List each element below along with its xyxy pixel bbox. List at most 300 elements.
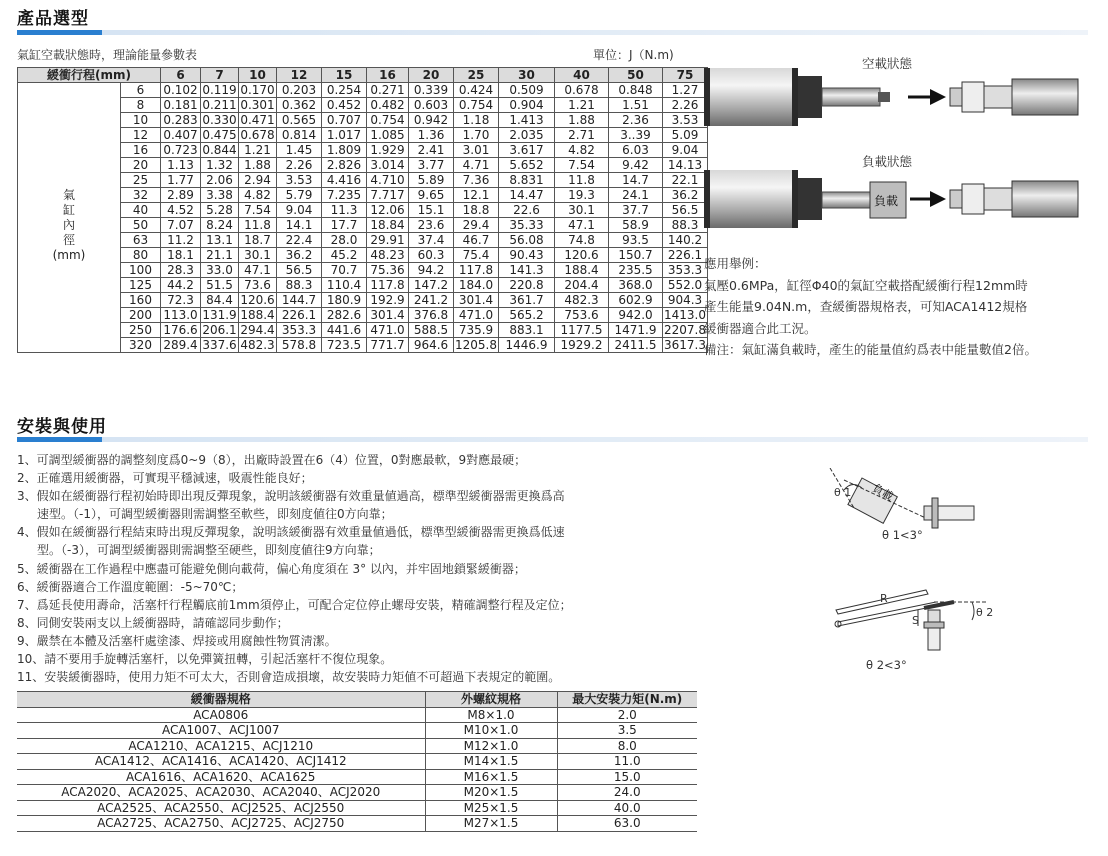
energy-value-cell: 2.826 — [322, 158, 367, 173]
torque-spec-cell: ACA0806 — [17, 707, 425, 723]
table-row — [18, 113, 708, 128]
energy-value-cell: 84.4 — [201, 293, 239, 308]
energy-value-cell: 1.21 — [555, 98, 609, 113]
instruction-item — [17, 668, 572, 686]
energy-value-cell: 241.2 — [409, 293, 454, 308]
buffer-nut — [984, 86, 1012, 108]
energy-value-cell: 30.1 — [239, 248, 277, 263]
torque-header-spec: 緩衝器規格 — [17, 692, 425, 708]
torque-spec-cell: ACA1616、ACA1620、ACA1625 — [17, 769, 425, 785]
stroke-header: 12 — [277, 68, 322, 83]
instruction-line: 11、安裝緩衝器時，使用力矩不可太大，否則會造成損壞，故安裝時力矩値不可超過下表規定的範圍。 — [17, 670, 561, 685]
stroke-header: 15 — [322, 68, 367, 83]
energy-value-cell: 0.271 — [367, 83, 409, 98]
arm-end-bar — [924, 602, 954, 608]
energy-value-cell: 2.71 — [555, 128, 609, 143]
energy-value-cell: 1.88 — [555, 113, 609, 128]
section-title-install: 安裝與使用 — [17, 417, 107, 437]
bore-cell: 12 — [121, 128, 161, 143]
energy-value-cell: 1.017 — [322, 128, 367, 143]
table-row — [18, 233, 708, 248]
energy-value-cell: 1.32 — [201, 158, 239, 173]
energy-value-cell: 206.1 — [202, 323, 237, 337]
instruction-item — [17, 469, 572, 487]
application-example — [704, 253, 1037, 361]
instruction-line: 9、嚴禁在本體及活塞杆處塗漆、焊接或用腐蝕性物質淸潔。 — [17, 633, 337, 648]
torque-value-cell: 11.0 — [557, 754, 697, 770]
stroke-header: 16 — [367, 68, 409, 83]
energy-value-cell: 1.27 — [663, 83, 708, 98]
stroke-header: 7 — [201, 68, 239, 83]
bore-axis-stub — [18, 128, 121, 143]
energy-value-cell: 282.6 — [322, 308, 367, 323]
stroke-header: 75 — [663, 68, 708, 83]
energy-value-cell: 9.04 — [663, 143, 708, 158]
instruction-list — [17, 451, 572, 686]
energy-value-cell: 4.52 — [161, 203, 201, 218]
energy-value-cell: 1.88 — [239, 158, 277, 173]
instruction-line: 2、正確選用緩衝器，可實現平穩減速，吸震性能良好； — [17, 471, 313, 486]
energy-value-cell: 0.814 — [277, 128, 322, 143]
energy-value-cell: 35.33 — [499, 218, 555, 233]
torque-value-cell: 2.0 — [557, 707, 697, 723]
bore-cell: 160 — [121, 293, 161, 308]
r-label: R — [880, 592, 888, 605]
stroke-header: 50 — [609, 68, 663, 83]
energy-value-cell: 0.424 — [454, 83, 499, 98]
energy-value-cell: 18.1 — [161, 248, 201, 263]
energy-corner-header: 緩衝行程(mm) — [18, 68, 161, 83]
energy-value-cell: 3.01 — [454, 143, 499, 158]
energy-value-cell: 602.9 — [609, 293, 663, 308]
table-row — [17, 800, 697, 816]
energy-value-cell: 19.3 — [555, 188, 609, 203]
energy-value-cell: 4.82 — [555, 143, 609, 158]
buffer-body — [928, 628, 940, 650]
energy-value-cell: 361.7 — [499, 293, 555, 308]
energy-value-cell: 753.6 — [555, 308, 609, 323]
energy-value-cell: 14.13 — [663, 158, 708, 173]
energy-value-cell: 337.6 — [202, 338, 237, 352]
buffer-nut — [984, 188, 1012, 210]
energy-value-cell: 11.8 — [555, 173, 609, 188]
energy-value-cell: 47.1 — [239, 263, 277, 278]
buffer-cap — [962, 82, 984, 112]
energy-value-cell: 70.7 — [322, 263, 367, 278]
energy-value-cell: 0.723 — [161, 143, 201, 158]
torque-thread-cell: M12×1.0 — [425, 738, 557, 754]
bore-cell: 80 — [121, 248, 161, 263]
arrow-head — [930, 191, 946, 207]
energy-value-cell: 2.94 — [239, 173, 277, 188]
energy-value-cell: 0.509 — [499, 83, 555, 98]
energy-value-cell: 0.330 — [202, 113, 237, 127]
energy-value-cell: 56.08 — [499, 233, 555, 248]
energy-value-cell: 75.4 — [454, 248, 499, 263]
theta2-label: θ 2 — [976, 606, 994, 619]
instruction-item — [17, 451, 572, 469]
energy-value-cell: 44.2 — [161, 278, 201, 293]
energy-value-cell: 0.904 — [499, 98, 555, 113]
energy-value-cell: 1.18 — [454, 113, 499, 128]
energy-value-cell: 7.07 — [161, 218, 201, 233]
energy-value-cell: 7.235 — [322, 188, 367, 203]
energy-value-cell: 1413.0 — [664, 308, 706, 322]
energy-value-cell: 0.603 — [409, 98, 454, 113]
energy-value-cell: 147.2 — [409, 278, 454, 293]
instruction-line: 1、可調型緩衝器的調整刻度爲0~9（8），出廠時設置在6（4）位置，0對應最軟，9對應最硬； — [17, 453, 527, 467]
torque-spec-cell: ACA2020、ACA2025、ACA2030、ACA2040、ACJ2020 — [17, 785, 425, 801]
torque-spec-cell: ACA2525、ACA2550、ACJ2525、ACJ2550 — [17, 800, 425, 816]
energy-value-cell: 2411.5 — [609, 338, 663, 353]
bore-axis-stub — [18, 113, 121, 128]
energy-value-cell: 1205.8 — [455, 338, 497, 352]
buffer-tip — [950, 88, 962, 106]
energy-value-cell: 7.36 — [454, 173, 499, 188]
energy-value-cell: 0.475 — [202, 128, 237, 142]
instruction-item — [17, 650, 572, 668]
table-row — [17, 785, 697, 801]
piston-rod — [822, 88, 880, 106]
energy-value-cell: 904.3 — [663, 293, 708, 308]
energy-value-cell: 23.6 — [409, 218, 454, 233]
energy-value-cell: 942.0 — [609, 308, 663, 323]
energy-value-cell: 204.4 — [555, 278, 609, 293]
torque-header-max: 最大安裝力矩(N.m) — [557, 692, 697, 708]
energy-value-cell: 88.3 — [277, 278, 322, 293]
energy-value-cell: 0.254 — [322, 83, 367, 98]
buffer-body — [1012, 181, 1078, 217]
table-row — [17, 754, 697, 770]
energy-value-cell: 47.1 — [555, 218, 609, 233]
bore-cell: 320 — [121, 338, 161, 353]
energy-value-cell: 1.77 — [161, 173, 201, 188]
section-divider — [17, 437, 1088, 442]
bore-axis-stub — [18, 143, 121, 158]
energy-table-caption: 氣缸空載狀態時，理論能量參數表 — [17, 48, 198, 62]
bore-cell: 50 — [121, 218, 161, 233]
energy-value-cell: 0.754 — [367, 113, 409, 128]
energy-value-cell: 48.23 — [367, 248, 409, 263]
table-row — [18, 83, 708, 98]
buffer-tip — [924, 506, 932, 520]
bore-cell: 10 — [121, 113, 161, 128]
energy-value-cell: 1.929 — [367, 143, 409, 158]
energy-value-cell: 1.085 — [367, 128, 409, 143]
energy-value-cell: 22.1 — [663, 173, 708, 188]
cylinder-end-cap — [798, 178, 822, 220]
table-row — [18, 278, 708, 293]
bore-cell: 40 — [121, 203, 161, 218]
energy-value-cell: 3.014 — [367, 158, 409, 173]
energy-value-cell: 0.848 — [609, 83, 663, 98]
application-line: 應用舉例： — [704, 256, 767, 271]
bore-axis-stub — [18, 158, 121, 173]
energy-value-cell: 72.3 — [161, 293, 201, 308]
instruction-line: 8、同側安裝兩支以上緩衝器時，請確認同步動作； — [17, 615, 289, 630]
energy-value-cell: 3.53 — [663, 113, 708, 128]
energy-value-cell: 482.3 — [240, 338, 275, 352]
energy-value-cell: 37.4 — [409, 233, 454, 248]
energy-value-cell: 45.2 — [322, 248, 367, 263]
energy-value-cell: 9.42 — [609, 158, 663, 173]
energy-value-cell: 37.7 — [609, 203, 663, 218]
bore-axis-stub — [18, 293, 121, 308]
energy-value-cell: 2.36 — [609, 113, 663, 128]
application-line: 氣壓0.6MPa，缸徑Φ40的氣缸空載搭配緩衝行程12mm時 — [704, 277, 1028, 293]
stroke-header: 40 — [555, 68, 609, 83]
energy-value-cell: 7.54 — [239, 203, 277, 218]
energy-value-cell: 8.24 — [201, 218, 239, 233]
energy-value-cell: 113.0 — [161, 308, 201, 323]
stroke-header: 30 — [499, 68, 555, 83]
energy-value-cell: 51.5 — [201, 278, 239, 293]
energy-value-cell: 36.2 — [277, 248, 322, 263]
energy-value-cell: 33.0 — [201, 263, 239, 278]
energy-value-cell: 180.9 — [322, 293, 367, 308]
energy-value-cell: 723.5 — [322, 338, 367, 353]
energy-value-cell: 2.035 — [499, 128, 555, 143]
energy-value-cell: 18.8 — [454, 203, 499, 218]
stroke-header: 20 — [409, 68, 454, 83]
buffer-tip — [950, 190, 962, 208]
instruction-item — [17, 560, 572, 578]
application-note: 備注：氣缸滿負載時，產生的能量值約爲表中能量數值2倍。 — [704, 342, 1037, 357]
energy-value-cell: 4.710 — [367, 173, 409, 188]
stroke-header: 25 — [454, 68, 499, 83]
load-label: 負載狀態 — [862, 154, 913, 169]
buffer-nut — [932, 498, 938, 528]
bore-axis-stub — [18, 278, 121, 293]
table-row — [18, 323, 708, 338]
buffer-body — [1012, 79, 1078, 115]
bore-axis-stub — [18, 308, 121, 323]
energy-value-cell: 1.45 — [277, 143, 322, 158]
radius-line — [838, 602, 936, 622]
energy-value-cell: 235.5 — [609, 263, 663, 278]
energy-value-cell: 1.13 — [161, 158, 201, 173]
energy-value-cell: 0.283 — [161, 113, 201, 128]
energy-value-cell: 5.09 — [663, 128, 708, 143]
torque-thread-cell: M25×1.5 — [425, 800, 557, 816]
energy-value-cell: 56.5 — [663, 203, 708, 218]
instruction-item — [17, 578, 572, 596]
bore-axis-unit: (mm) — [18, 248, 121, 263]
arrow-head — [930, 89, 946, 105]
energy-value-cell: 5.28 — [201, 203, 239, 218]
energy-value-cell: 88.3 — [663, 218, 708, 233]
energy-value-cell: 2.26 — [663, 98, 708, 113]
table-row — [18, 173, 708, 188]
torque-spec-cell: ACA1210、ACA1215、ACJ1210 — [17, 738, 425, 754]
energy-value-cell: 28.3 — [161, 263, 201, 278]
energy-value-cell: 226.1 — [663, 248, 708, 263]
section-divider — [17, 30, 1088, 35]
energy-value-cell: 2.89 — [161, 188, 201, 203]
energy-value-cell: 0.678 — [240, 128, 275, 142]
table-row — [18, 263, 708, 278]
energy-value-cell: 110.4 — [322, 278, 367, 293]
energy-value-cell: 11.8 — [239, 218, 277, 233]
bore-axis-label: 氣 — [18, 188, 121, 203]
energy-value-cell: 2.41 — [409, 143, 454, 158]
torque-value-cell: 63.0 — [557, 816, 697, 832]
energy-value-cell: 73.6 — [239, 278, 277, 293]
energy-value-cell: 9.04 — [277, 203, 322, 218]
energy-value-cell: 588.5 — [409, 323, 454, 338]
energy-value-cell: 9.65 — [409, 188, 454, 203]
energy-value-cell: 353.3 — [277, 323, 322, 338]
energy-value-cell: 46.7 — [454, 233, 499, 248]
instruction-line: 速型。（-1），可調型緩衝器則需調整至軟些，即刻度値往0方向靠； — [37, 507, 393, 522]
bore-axis-stub — [18, 263, 121, 278]
application-line: 緩衝器適合此工況。 — [704, 320, 817, 336]
stroke-header: 6 — [161, 68, 201, 83]
torque-header-thread: 外螺紋規格 — [425, 692, 557, 708]
energy-value-cell: 0.471 — [240, 113, 275, 127]
table-row — [17, 707, 697, 723]
energy-value-cell: 3.617 — [499, 143, 555, 158]
energy-value-cell: 18.7 — [239, 233, 277, 248]
energy-value-cell: 964.6 — [409, 338, 454, 353]
energy-value-cell: 58.9 — [609, 218, 663, 233]
buffer-cap — [962, 184, 984, 214]
energy-value-cell: 12.06 — [367, 203, 409, 218]
energy-value-cell: 29.4 — [454, 218, 499, 233]
energy-value-cell: 184.0 — [454, 278, 499, 293]
energy-value-cell: 3..39 — [609, 128, 663, 143]
torque-thread-cell: M20×1.5 — [425, 785, 557, 801]
energy-value-cell: 0.119 — [202, 83, 237, 97]
energy-value-cell: 24.1 — [609, 188, 663, 203]
energy-value-cell: 21.1 — [201, 248, 239, 263]
torque-value-cell: 3.5 — [557, 723, 697, 739]
table-row — [18, 128, 708, 143]
energy-value-cell: 11.3 — [322, 203, 367, 218]
theta1-label: θ 1 — [834, 486, 852, 499]
energy-value-cell: 471.0 — [454, 308, 499, 323]
instruction-line: 4、假如在緩衝器行程結束時出現反彈現象，說明該緩衝器有效重量値過低，標準型緩衝器需更換爲低速 — [17, 525, 565, 540]
energy-value-cell: 140.2 — [663, 233, 708, 248]
torque-value-cell: 40.0 — [557, 800, 697, 816]
energy-value-cell: 368.0 — [609, 278, 663, 293]
bore-cell: 20 — [121, 158, 161, 173]
energy-value-cell: 117.8 — [454, 263, 499, 278]
energy-value-cell: 22.6 — [499, 203, 555, 218]
energy-value-cell: 0.565 — [277, 113, 322, 128]
table-row — [17, 816, 697, 832]
energy-value-cell: 0.452 — [322, 98, 367, 113]
energy-value-cell: 441.6 — [322, 323, 367, 338]
energy-value-cell: 18.84 — [367, 218, 409, 233]
table-row — [18, 308, 708, 323]
energy-value-cell: 0.407 — [161, 128, 201, 143]
energy-value-cell: 1929.2 — [555, 338, 609, 353]
energy-value-cell: 11.2 — [161, 233, 201, 248]
buffer-nut — [924, 622, 944, 628]
table-row — [18, 293, 708, 308]
energy-value-cell: 3.38 — [201, 188, 239, 203]
energy-value-cell: 301.4 — [367, 308, 409, 323]
table-row — [17, 769, 697, 785]
energy-value-cell: 14.1 — [277, 218, 322, 233]
bore-axis-stub — [18, 98, 121, 113]
energy-value-cell: 60.3 — [409, 248, 454, 263]
bore-cell: 125 — [121, 278, 161, 293]
energy-value-cell: 5.79 — [277, 188, 322, 203]
energy-value-cell: 75.36 — [367, 263, 409, 278]
energy-value-cell: 0.181 — [161, 98, 201, 113]
energy-value-cell: 0.754 — [454, 98, 499, 113]
table-row — [18, 203, 708, 218]
energy-value-cell: 1.36 — [409, 128, 454, 143]
energy-value-cell: 131.9 — [202, 308, 237, 322]
cylinder-tube — [710, 68, 792, 126]
energy-value-cell: 1177.5 — [555, 323, 609, 338]
energy-value-cell: 1.809 — [322, 143, 367, 158]
bore-cell: 8 — [121, 98, 161, 113]
bore-cell: 63 — [121, 233, 161, 248]
energy-value-cell: 6.03 — [609, 143, 663, 158]
energy-value-cell: 0.203 — [277, 83, 322, 98]
piston-rod — [822, 192, 870, 208]
energy-value-cell: 1.21 — [239, 143, 277, 158]
energy-value-cell: 14.47 — [499, 188, 555, 203]
instruction-line: 3、假如在緩衝器行程初始時即出現反彈現象，說明該緩衝器有效重量値過高，標準型緩衝器需更換爲高 — [17, 489, 565, 504]
torque-spec-cell: ACA1007、ACJ1007 — [17, 723, 425, 739]
energy-value-cell: 301.4 — [454, 293, 499, 308]
table-row — [18, 338, 708, 353]
table-row — [18, 158, 708, 173]
instruction-line: 6、緩衝器適合工作溫度範圍：-5~70℃； — [17, 579, 244, 594]
energy-value-cell: 1446.9 — [499, 338, 555, 353]
no-load-illustration — [700, 66, 1090, 130]
energy-value-cell: 294.4 — [240, 323, 275, 337]
energy-value-cell: 1.51 — [609, 98, 663, 113]
energy-value-cell: 30.1 — [555, 203, 609, 218]
energy-value-cell: 7.717 — [367, 188, 409, 203]
energy-value-cell: 17.7 — [322, 218, 367, 233]
energy-value-cell: 4.416 — [322, 173, 367, 188]
theta2-condition: θ 2<3° — [866, 658, 907, 672]
torque-value-cell: 8.0 — [557, 738, 697, 754]
instruction-line: 7、爲延長使用壽命，活塞杆行程觸底前1mm須停止，可配合定位停止螺母安裝，精確調整行程及定位； — [17, 597, 572, 612]
table-row — [18, 248, 708, 263]
energy-value-cell: 150.7 — [609, 248, 663, 263]
instruction-item — [17, 523, 572, 559]
energy-value-cell: 2.06 — [201, 173, 239, 188]
table-row — [18, 98, 708, 113]
instruction-item — [17, 487, 572, 523]
energy-value-cell: 93.5 — [609, 233, 663, 248]
bore-axis-label: 徑 — [18, 233, 121, 248]
energy-value-cell: 771.7 — [367, 338, 409, 353]
energy-value-cell: 0.301 — [240, 98, 275, 112]
energy-value-cell: 565.2 — [499, 308, 555, 323]
bore-cell: 200 — [121, 308, 161, 323]
torque-spec-cell: ACA2725、ACA2750、ACJ2725、ACJ2750 — [17, 816, 425, 832]
torque-value-cell: 15.0 — [557, 769, 697, 785]
instruction-line: 5、緩衝器在工作過程中應盡可能避免側向載荷，偏心角度須在 3° 以內，并牢固地鎖緊緩衝器； — [17, 561, 526, 576]
theta2-arc — [972, 602, 974, 620]
energy-value-cell: 8.831 — [499, 173, 555, 188]
energy-value-cell: 1471.9 — [609, 323, 663, 338]
energy-value-cell: 735.9 — [454, 323, 499, 338]
no-load-label: 空載狀態 — [862, 56, 913, 71]
torque-thread-cell: M16×1.5 — [425, 769, 557, 785]
energy-value-cell: 3617.3 — [664, 338, 706, 352]
torque-thread-cell: M10×1.0 — [425, 723, 557, 739]
